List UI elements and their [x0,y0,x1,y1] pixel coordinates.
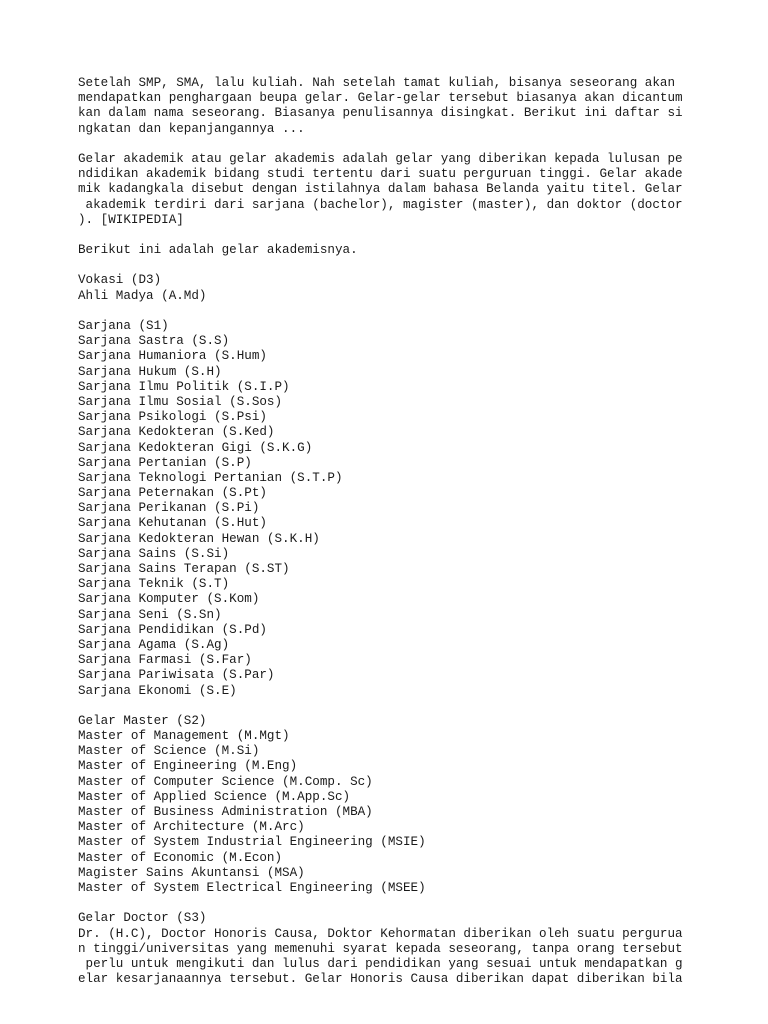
text-line: perlu untuk mengikuti dan lulus dari pendidikan yang sesuai untuk mendapatkan g [78,956,683,971]
list-item: Sarjana Kedokteran Gigi (S.K.G) [78,440,313,455]
text-line: n tinggi/universitas yang memenuhi syarat kepada seseorang, tanpa orang tersebut [78,941,683,956]
vokasi-section [78,273,698,303]
list-item: Magister Sains Akuntansi (MSA) [78,865,305,880]
document-page [78,76,698,1002]
list-item: Sarjana Kehutanan (S.Hut) [78,516,267,531]
list-item: Master of Management (M.Mgt) [78,729,290,744]
master-section [78,714,698,896]
list-item: Sarjana Humaniora (S.Hum) [78,349,267,364]
list-item: Sarjana Ilmu Politik (S.I.P) [78,379,290,394]
list-item: Sarjana Teknik (S.T) [78,577,230,592]
list-item: Sarjana Sains (S.Si) [78,546,230,561]
text-line: Gelar akademik atau gelar akademis adalah gelar yang diberikan kepada lulusan pe [78,151,683,166]
list-item: Sarjana Peternakan (S.Pt) [78,486,267,501]
doctor-section [78,911,698,987]
list-intro [78,243,698,258]
list-item: Sarjana Agama (S.Ag) [78,637,230,652]
list-item: Sarjana Teknologi Pertanian (S.T.P) [78,470,343,485]
list-item: Sarjana Hukum (S.H) [78,364,222,379]
text-line: akademik terdiri dari sarjana (bachelor), magister (master), dan doktor (doctor [78,197,683,212]
list-item: Ahli Madya (A.Md) [78,288,207,303]
list-item: Sarjana Ekonomi (S.E) [78,683,237,698]
list-item: Sarjana Perikanan (S.Pi) [78,501,260,516]
list-item: Master of System Electrical Engineering (MSEE) [78,880,426,895]
text-line: elar kesarjanaannya tersebut. Gelar Honoris Causa diberikan dapat diberikan bila [78,972,683,987]
section-heading: Gelar Doctor (S3) [78,911,207,926]
list-item: Sarjana Sastra (S.S) [78,334,230,349]
list-item: Master of System Industrial Engineering (MSIE) [78,835,426,850]
text-line: kan dalam nama seseorang. Biasanya penulisannya disingkat. Berikut ini daftar si [78,106,683,121]
list-item: Master of Economic (M.Econ) [78,850,283,865]
list-item: Sarjana Pariwisata (S.Par) [78,668,275,683]
list-item: Master of Architecture (M.Arc) [78,820,305,835]
text-line: ndidikan akademik bidang studi tertentu dari suatu perguruan tinggi. Gelar akade [78,167,683,182]
list-item: Sarjana Pertanian (S.P) [78,455,252,470]
list-item: Sarjana Ilmu Sosial (S.Sos) [78,394,283,409]
list-item: Sarjana Psikologi (S.Psi) [78,410,267,425]
text-line: mendapatkan penghargaan beupa gelar. Gelar-gelar tersebut biasanya akan dicantum [78,91,683,106]
section-heading: Sarjana (S1) [78,319,169,333]
text-line: mik kadangkala disebut dengan istilahnya dalam bahasa Belanda yaitu titel. Gelar [78,182,683,197]
list-item: Sarjana Seni (S.Sn) [78,607,222,622]
list-item: Master of Business Administration (MBA) [78,805,373,819]
text-line: ). [WIKIPEDIA] [78,212,184,227]
list-item: Master of Computer Science (M.Comp. Sc) [78,774,373,789]
intro-paragraph [78,76,698,137]
list-item: Master of Engineering (M.Eng) [78,759,298,774]
text-line: Berikut ini adalah gelar akademisnya. [78,243,358,258]
text-line: Dr. (H.C), Doctor Honoris Causa, Doktor Kehormatan diberikan oleh suatu pergurua [78,926,683,941]
definition-paragraph [78,152,698,228]
list-item: Master of Applied Science (M.App.Sc) [78,789,351,804]
list-item: Sarjana Komputer (S.Kom) [78,592,260,607]
section-heading: Gelar Master (S2) [78,713,207,728]
list-item: Sarjana Farmasi (S.Far) [78,653,252,668]
list-item: Sarjana Kedokteran (S.Ked) [78,425,275,440]
text-line: Setelah SMP, SMA, lalu kuliah. Nah setelah tamat kuliah, bisanya seseorang akan [78,76,676,90]
list-item: Master of Science (M.Si) [78,744,260,759]
list-item: Sarjana Sains Terapan (S.ST) [78,562,290,576]
list-item: Sarjana Pendidikan (S.Pd) [78,622,267,637]
text-line: ngkatan dan kepanjangannya ... [78,121,305,136]
list-item: Sarjana Kedokteran Hewan (S.K.H) [78,531,320,546]
sarjana-section [78,319,698,699]
section-heading: Vokasi (D3) [78,273,162,288]
